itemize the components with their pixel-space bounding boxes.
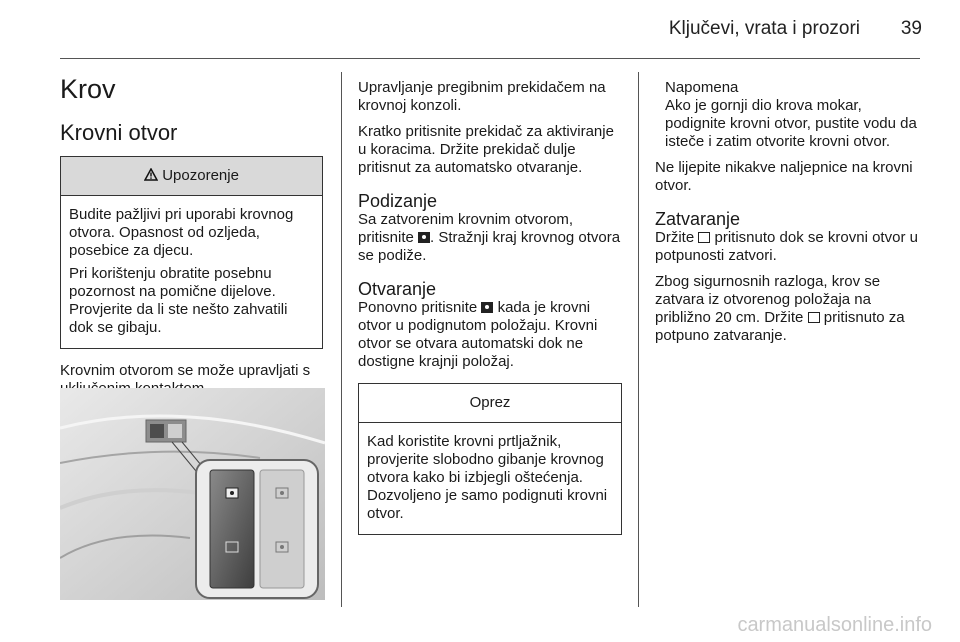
column-3 <box>655 79 923 353</box>
caution-box <box>358 383 622 535</box>
raise-text-a: Sa zatvorenim krovnim otvorom, pritisnite <box>358 211 574 246</box>
note-text: Ako je gornji dio krova mokar, podignite krovni otvor, pustite vodu da isteče i zatim otvorite krovni otvor. <box>665 97 917 150</box>
tilt-switch-icon <box>481 302 493 313</box>
raise-text-b: . Stražnji kraj krovnog otvora se podiže. <box>358 229 621 264</box>
watermark: carmanualsonline.info <box>737 614 932 636</box>
caution-box-header: Oprez <box>359 384 621 423</box>
warning-paragraph-2: Pri korištenju obratite posebnu pozornost na pomične dijelove. Provjerite da li ste nešto zahvatili dok se gibaju. <box>69 265 288 336</box>
open-heading: Otvaranje <box>358 279 437 299</box>
note-title: Napomena <box>665 79 739 96</box>
close-heading: Zatvaranje <box>655 209 741 229</box>
close-text-a: Držite <box>655 229 695 246</box>
open-text-b: kada je krovni otvor u podignutom položaju. Krovni otvor se otvara automatski dok ne dostigne krajnji položaj. <box>358 299 598 370</box>
caution-box-body <box>359 423 621 534</box>
column-2 <box>358 79 626 535</box>
section-heading: Krov <box>60 74 116 104</box>
column-1 <box>60 74 328 406</box>
column-divider-2 <box>638 72 639 607</box>
safety-text-a: Zbog sigurnosnih razloga, krov se zatvara iz otvorenog položaja na približno 20 cm. Držite <box>655 273 881 326</box>
roof-console-illustration <box>60 388 325 600</box>
safety-paragraph <box>655 273 923 345</box>
sticker-paragraph: Ne lijepite nikakve naljepnice na krovni otvor. <box>655 159 913 194</box>
steps-paragraph: Kratko pritisnite prekidač za aktiviranje u koracima. Držite prekidač dulje pritisnut za automatsko otvaranje. <box>358 123 614 176</box>
warning-box-header <box>61 157 322 196</box>
caution-text: Kad koristite krovni prtljažnik, provjerite slobodno gibanje krovnog otvora kako bi izbjegli oštećenja. Dozvoljeno je samo podignuti krovni otvor. <box>367 433 608 522</box>
open-paragraph <box>358 299 626 371</box>
warning-box-body <box>61 196 322 348</box>
subsection-heading: Krovni otvor <box>60 120 178 145</box>
warning-paragraph-1: Budite pažljivi pri uporabi krovnog otvora. Opasnost od ozljeda, posebice za djecu. <box>69 206 294 259</box>
safety-text-b: pritisnuto za potpuno zatvaranje. <box>655 309 905 344</box>
ignition-paragraph: Krovnim otvorom se može upravljati s <box>60 362 311 379</box>
column-divider-1 <box>341 72 342 607</box>
warning-triangle-icon <box>144 167 162 184</box>
note-block <box>655 79 923 151</box>
tilt-switch-icon <box>418 232 430 243</box>
header-rule <box>60 58 920 59</box>
switch-paragraph: Upravljanje pregibnim prekidačem na krovnoj konzoli. <box>358 79 606 114</box>
warning-box <box>60 156 323 349</box>
raise-heading: Podizanje <box>358 191 438 211</box>
close-switch-icon <box>698 232 710 243</box>
close-switch-icon <box>808 312 820 323</box>
warning-title: Upozorenje <box>162 167 239 184</box>
raise-paragraph <box>358 211 626 265</box>
open-text-a: Ponovno pritisnite <box>358 299 478 316</box>
close-text-b: pritisnuto dok se krovni otvor u potpunosti zatvori. <box>655 229 918 264</box>
header-title: Ključevi, vrata i prozori <box>668 18 860 39</box>
page-number: 39 <box>900 18 922 39</box>
close-paragraph <box>655 229 923 265</box>
